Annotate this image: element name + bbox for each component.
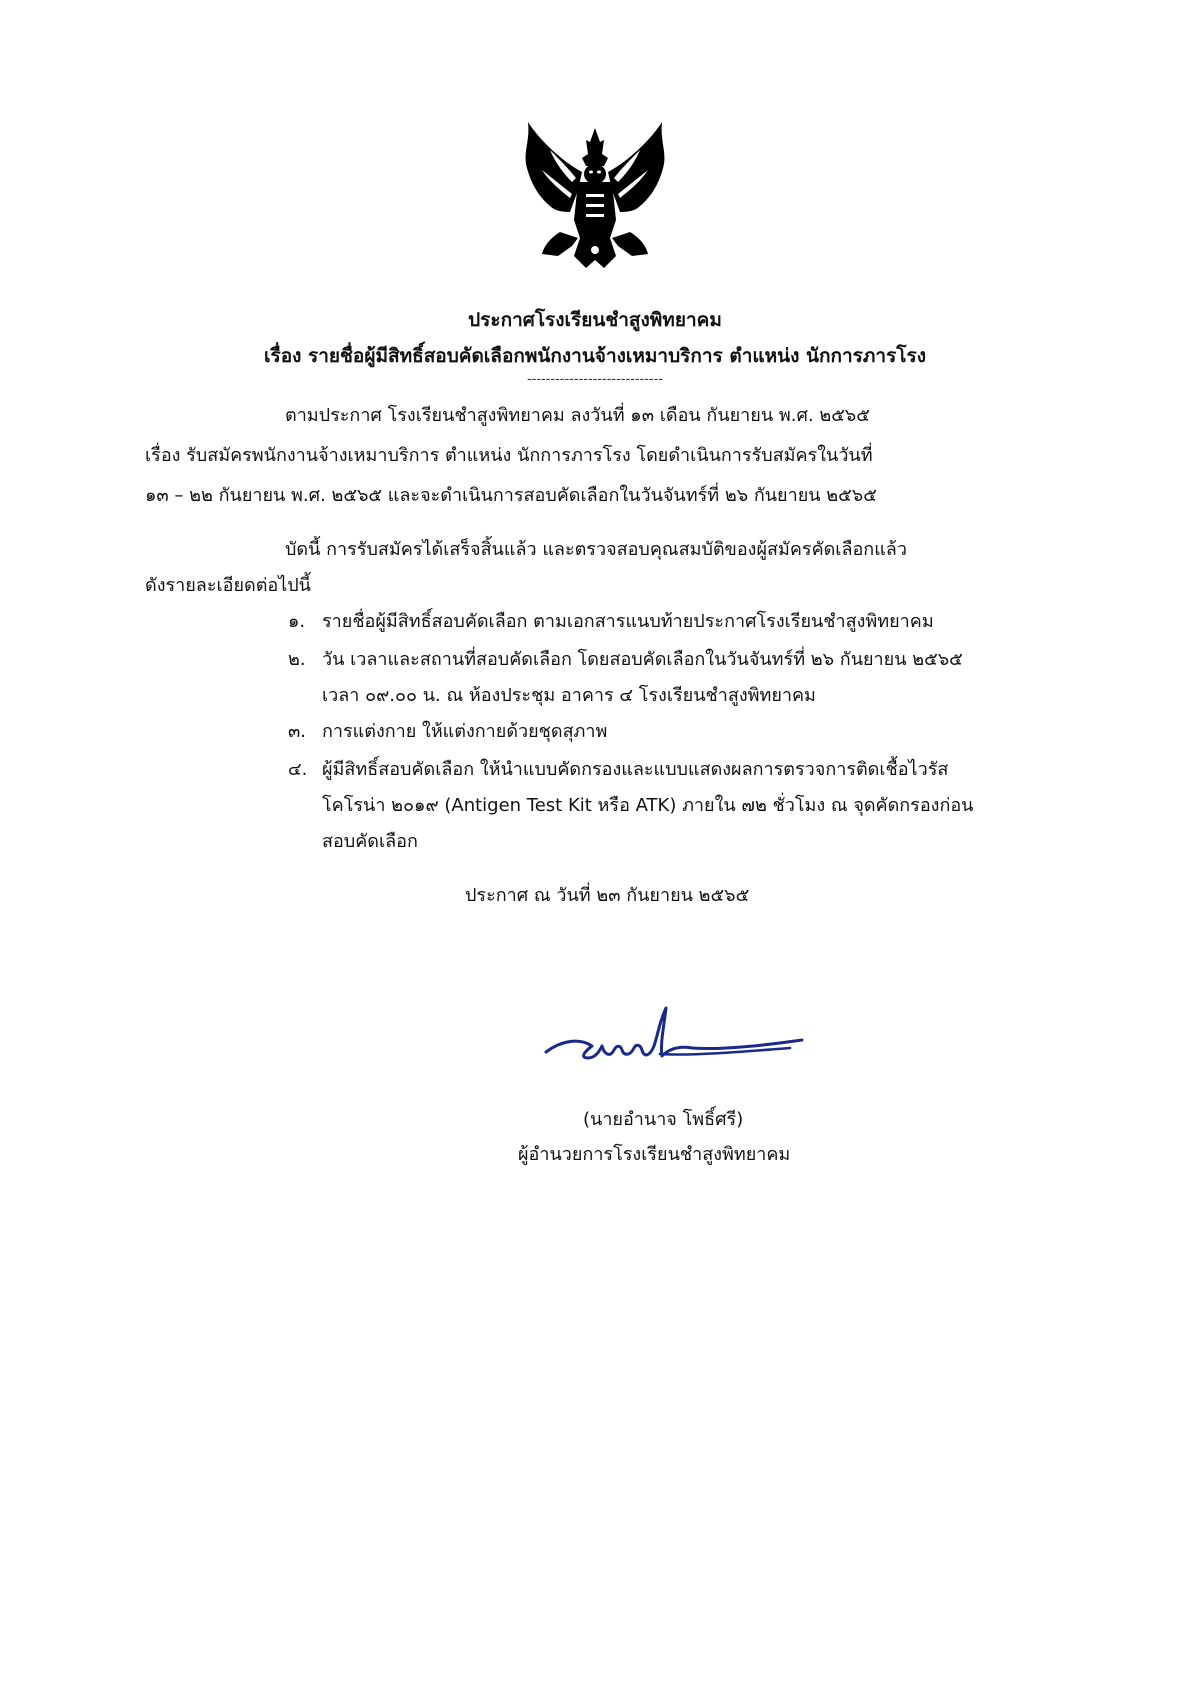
announce-date: ประกาศ ณ วันที่ ๒๓ กันยายน ๒๕๖๕ xyxy=(465,885,750,906)
para1-line-1: ตามประกาศ โรงเรียนชำสูงพิทยาคม ลงวันที่ ๑๓ เดือน กันยายน พ.ศ. ๒๕๖๕ xyxy=(285,405,870,426)
list-item-line: สอบคัดเลือก xyxy=(322,831,418,852)
list-item-line: ผู้มีสิทธิ์สอบคัดเลือก ให้นำแบบคัดกรองและแบบแสดงผลการตรวจการติดเชื้อไวรัส xyxy=(322,759,949,780)
signature-mark xyxy=(540,1000,810,1070)
document-title: ประกาศโรงเรียนชำสูงพิทยาคม xyxy=(468,309,722,331)
document-subject: เรื่อง รายชื่อผู้มีสิทธิ์สอบคัดเลือกพนักงานจ้างเหมาบริการ ตำแหน่ง นักการภารโรง xyxy=(264,345,926,367)
list-item-line: การแต่งกาย ให้แต่งกายด้วยชุดสุภาพ xyxy=(322,721,608,742)
list-item-line: รายชื่อผู้มีสิทธิ์สอบคัดเลือก ตามเอกสารแนบท้ายประกาศโรงเรียนชำสูงพิทยาคม xyxy=(322,611,934,632)
list-item-number: ๓. xyxy=(288,721,307,742)
title-divider: ----------------------------- xyxy=(526,372,664,387)
para1-line-3: ๑๓ – ๒๒ กันยายน พ.ศ. ๒๕๖๕ และจะดำเนินการสอบคัดเลือกในวันจันทร์ที่ ๒๖ กันยายน ๒๕๖๕ xyxy=(145,485,877,506)
signatory-position: ผู้อำนวยการโรงเรียนชำสูงพิทยาคม xyxy=(518,1144,791,1165)
list-item-line: วัน เวลาและสถานที่สอบคัดเลือก โดยสอบคัดเลือกในวันจันทร์ที่ ๒๖ กันยายน ๒๕๖๕ xyxy=(322,649,963,670)
list-item-line: โคโรน่า ๒๐๑๙ (Antigen Test Kit หรือ ATK) ภายใน ๗๒ ชั่วโมง ณ จุดคัดกรองก่อน xyxy=(322,795,974,816)
para1-line-2: เรื่อง รับสมัครพนักงานจ้างเหมาบริการ ตำแหน่ง นักการภารโรง โดยดำเนินการรับสมัครในวันที่ xyxy=(145,445,873,466)
signatory-name: (นายอำนาจ โพธิ์ศรี) xyxy=(583,1109,744,1130)
list-item-number: ๑. xyxy=(288,611,306,632)
list-item-number: ๔. xyxy=(288,759,308,780)
list-item-number: ๒. xyxy=(288,649,306,670)
list-item-line: เวลา ๐๙.๐๐ น. ณ ห้องประชุม อาคาร ๔ โรงเรียนชำสูงพิทยาคม xyxy=(322,685,816,706)
para2-line-1: บัดนี้ การรับสมัครได้เสร็จสิ้นแล้ว และตรวจสอบคุณสมบัติของผู้สมัครคัดเลือกแล้ว xyxy=(285,539,907,560)
garuda-emblem-icon xyxy=(520,120,670,272)
para2-line-2: ดังรายละเอียดต่อไปนี้ xyxy=(145,575,311,596)
